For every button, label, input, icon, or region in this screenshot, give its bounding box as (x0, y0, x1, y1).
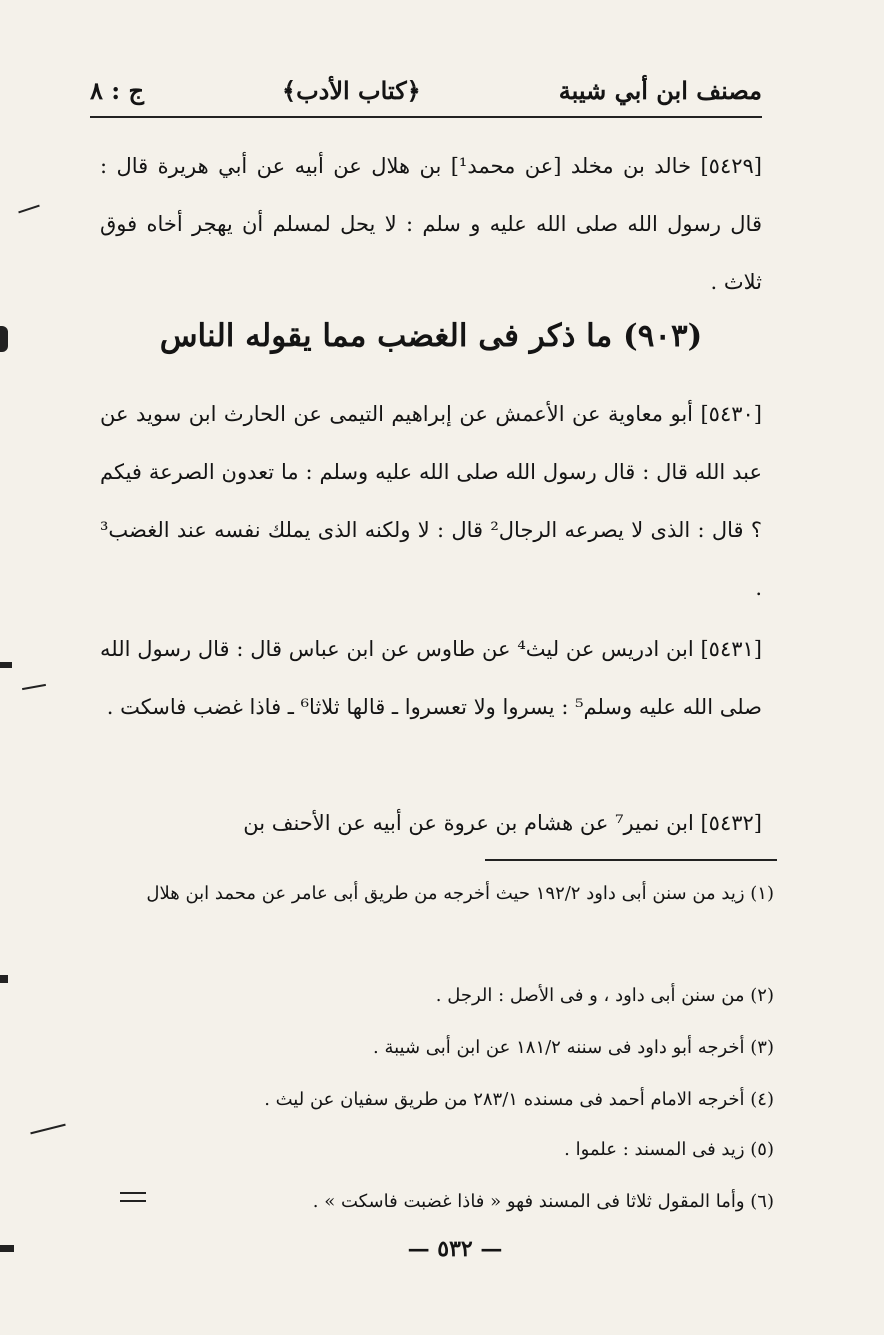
page-number: — ٥٣٢ — (407, 1236, 503, 1262)
margin-blot (0, 662, 12, 668)
footnote-2: (٢) من سنن أبى داود ، و فى الأصل : الرجل . (435, 985, 774, 1006)
volume-number: ج : ٨ (90, 75, 144, 105)
hadith-5432: [٥٤٣٢] ابن نمير⁷ عن هشام بن عروة عن أبيه عن الأحنف بن (243, 811, 762, 835)
footnote-5: (٥) زيد فى المسند : علموا . (564, 1139, 774, 1160)
footnote-1: (١) زيد من سنن أبى داود ١٩٢/٢ حيث أخرجه من طريق أبى عامر عن محمد ابن هلال (146, 883, 774, 904)
hadith-5430: [٥٤٣٠] أبو معاوية عن الأعمش عن إبراهيم التيمى عن الحارث ابن سويد عن عبد الله قال : قال رسول الله صلى الله عليه وسلم : ما تعدون الصرعة فيكم ؟ قال : الذى لا يصرعه الرجال² قال : لا ولكنه الذى يملك نفسه عند الغضب³ . (100, 402, 762, 600)
hadith-5431: [٥٤٣١] ابن ادريس عن ليث⁴ عن طاوس عن ابن عباس قال : قال رسول الله صلى الله عليه وسلم⁵ : يسروا ولا تعسروا ـ قالها ثلاثا⁶ ـ فاذا غضب فاسكت . (100, 637, 762, 719)
footnote-6: (٦) وأما المقول ثلاثا فى المسند فهو « فاذا غضبت فاسكت » . (312, 1191, 774, 1212)
chapter-heading: (٩٠٣) ما ذكر فى الغضب مما يقوله الناس (159, 318, 703, 354)
footnote-4: (٤) أخرجه الامام أحمد فى مسنده ٢٨٣/١ من طريق سفيان عن ليث . (264, 1089, 774, 1110)
section-title: ﴿كتاب الأدب﴾ (282, 75, 421, 105)
continuation-mark (120, 1192, 146, 1202)
margin-tick (18, 205, 40, 214)
running-header (90, 66, 762, 114)
footnote-rule (485, 859, 777, 861)
footnote-3: (٣) أخرجه أبو داود فى سننه ١٨١/٢ عن ابن أبى شيبة . (373, 1037, 774, 1058)
margin-blot (0, 1245, 14, 1252)
hadith-5429: [٥٤٢٩] خالد بن مخلد [عن محمد¹] بن هلال عن أبيه عن أبي هريرة قال : قال رسول الله صلى الله عليه و سلم : لا يحل لمسلم أن يهجر أخاه فوق ثلاث . (100, 154, 762, 294)
book-title: مصنف ابن أبي شيبة (558, 75, 762, 105)
margin-blot (0, 975, 8, 983)
margin-tick (30, 1124, 65, 1135)
header-rule (90, 116, 762, 118)
margin-tick (22, 684, 46, 690)
margin-blot (0, 326, 8, 352)
